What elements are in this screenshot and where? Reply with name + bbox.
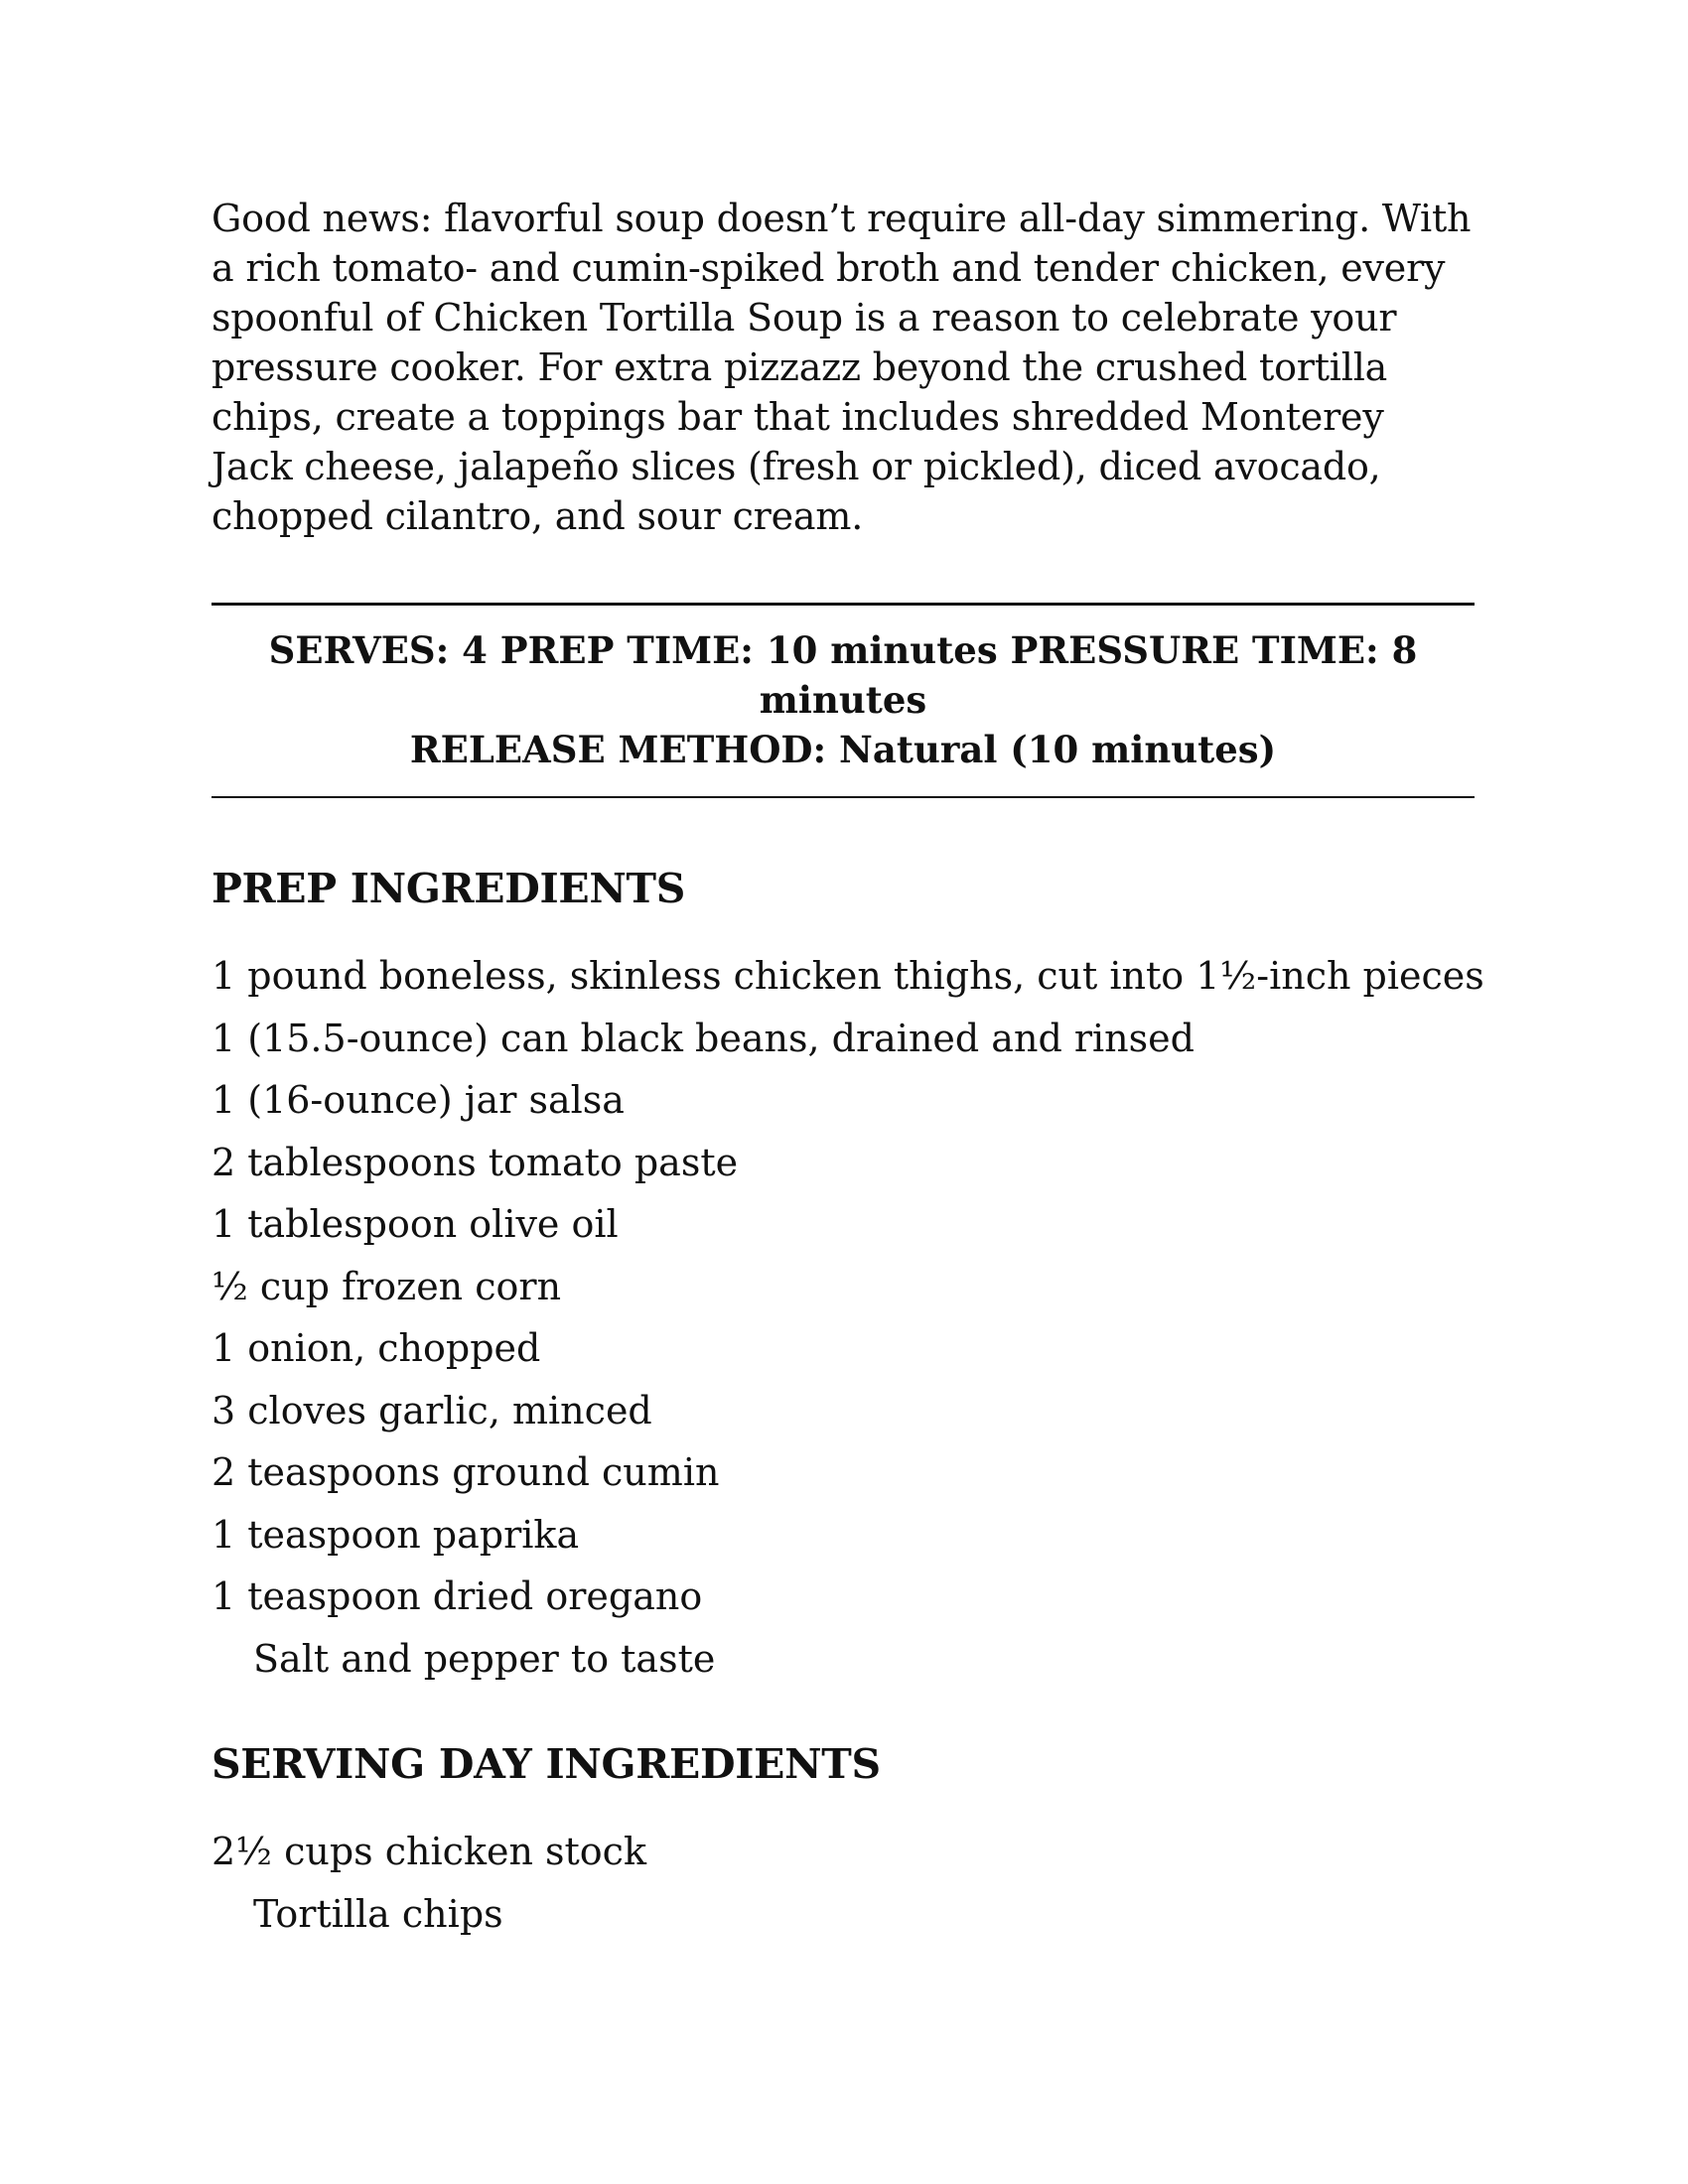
serving-day-ingredients-heading: SERVING DAY INGREDIENTS: [211, 1740, 881, 1788]
ingredient-item: 1 onion, chopped: [211, 1326, 541, 1370]
ingredient-item: 1 (15.5-ounce) can black beans, drained and rinsed: [211, 1016, 1195, 1060]
serving-day-ingredients-list: [211, 1821, 1475, 1945]
recipe-meta-box: [211, 603, 1475, 798]
ingredient-item: Salt and pepper to taste: [253, 1636, 716, 1681]
ingredient-item: 1 pound boneless, skinless chicken thighs, cut into 1½-inch pieces: [211, 954, 1484, 998]
ingredient-item: 1 teaspoon dried oregano: [211, 1574, 703, 1618]
meta-line-release: RELEASE METHOD: Natural (10 minutes): [409, 728, 1277, 771]
meta-line-times: SERVES: 4 PREP TIME: 10 minutes PRESSURE TIME: 8 minutes: [268, 628, 1418, 722]
ingredient-item: Tortilla chips: [253, 1891, 503, 1936]
ingredient-item: 1 tablespoon olive oil: [211, 1202, 619, 1246]
prep-ingredients-list: [211, 945, 1484, 1690]
intro-paragraph: Good news: flavorful soup doesn’t require all-day simmering. With a rich tomato- and cumin-spiked broth and tender chicken, every spoonful of Chicken Tortilla Soup is a reason to celebrate your pressure cooker. For extra pizzazz beyond the crushed tortilla chips, create a toppings bar that includes shredded Monterey Jack cheese, jalapeño slices (fresh or pickled), diced avocado, chopped cilantro, and sour cream.: [211, 197, 1472, 538]
ingredient-item: 1 teaspoon paprika: [211, 1512, 580, 1557]
recipe-page: [211, 194, 1484, 1945]
ingredient-item: 2½ cups chicken stock: [211, 1830, 646, 1873]
ingredient-item: 1 (16-ounce) jar salsa: [211, 1078, 625, 1122]
ingredient-item: ½ cup frozen corn: [211, 1264, 562, 1308]
prep-ingredients-heading: PREP INGREDIENTS: [211, 865, 686, 912]
ingredient-item: 2 teaspoons ground cumin: [211, 1450, 720, 1494]
ingredient-item: 2 tablespoons tomato paste: [211, 1140, 739, 1184]
ingredient-item: 3 cloves garlic, minced: [211, 1388, 652, 1433]
